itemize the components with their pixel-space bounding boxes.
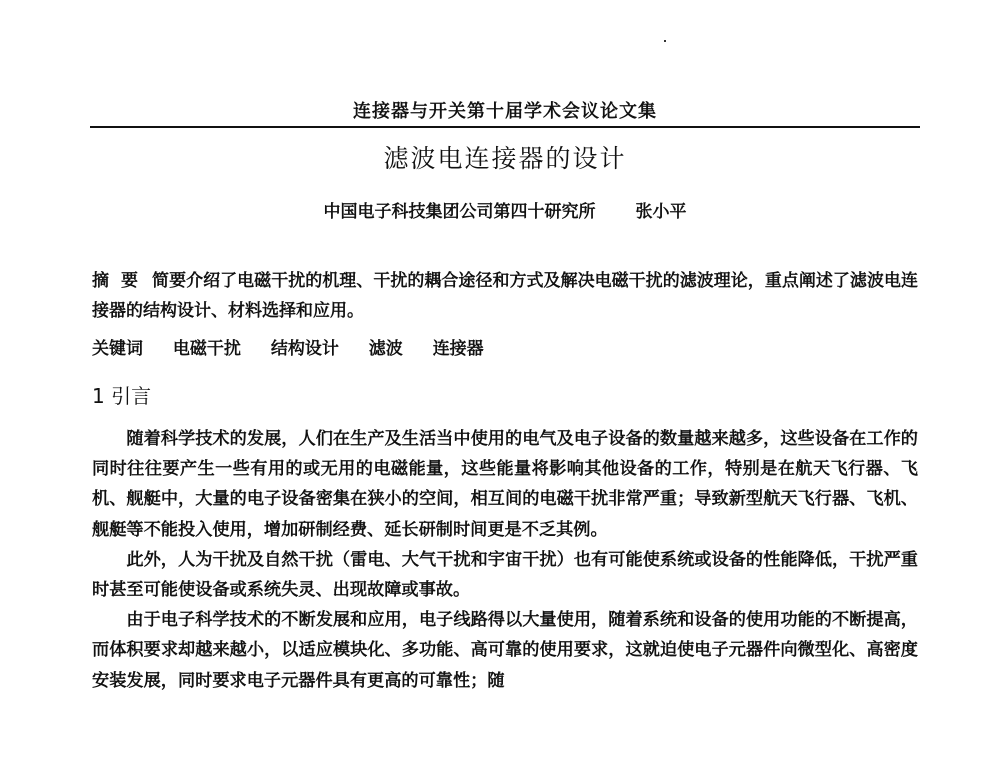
keywords-label: 关键词 [92,339,143,359]
running-header: 连接器与开关第十届学术会议论文集 [353,101,657,122]
keyword-item: 滤波 [368,339,403,359]
affiliation: 中国电子科技集团公司第四十研究所 [323,202,596,222]
keyword-item: 结构设计 [270,339,339,359]
byline [90,200,920,224]
abstract-label: 摘要 [92,271,151,291]
paragraph: 随着科学技术的发展，人们在生产及生活当中使用的电气及电子设备的数量越来越多，这些设备在工作的同时往往要产生一些有用的或无用的电磁能量，这些能量将影响其他设备的工作，特别是在航天飞行器、飞机、舰艇中，大量的电子设备密集在狭小的空间，相互间的电磁干扰非常严重；导致新型航天飞行器、飞机、舰艇等不能投入使用，增加研制经费、延长研制时间更是不乏其例。 [92,429,918,540]
section-heading: 1 引言 [92,384,152,408]
keyword-item: 电磁干扰 [172,339,241,359]
paragraph: 此外，人为干扰及自然干扰（雷电、大气干扰和宇宙干扰）也有可能使系统或设备的性能降低，干扰严重时甚至可能使设备或系统失灵、出现故障或事故。 [92,549,918,601]
paper-title: 滤波电连接器的设计 [383,144,627,173]
body-text [92,424,918,696]
abstract-text: 简要介绍了电磁干扰的机理、干扰的耦合途径和方式及解决电磁干扰的滤波理论，重点阐述了滤波电连接器的结构设计、材料选择和应用。 [92,271,919,321]
keywords [92,336,918,362]
keyword-item: 连接器 [432,339,484,359]
header-rule [90,126,920,128]
author: 张小平 [635,202,687,222]
abstract [92,266,918,326]
paragraph: 由于电子科学技术的不断发展和应用，电子线路得以大量使用，随着系统和设备的使用功能的不断提高，而体积要求却越来越小，以适应模块化、多功能、高可靠的使用要求，这就迫使电子元器件向微型化、高密度安装发展，同时要求电子元器件具有更高的可靠性；随 [92,610,918,691]
scan-speck [664,40,666,42]
